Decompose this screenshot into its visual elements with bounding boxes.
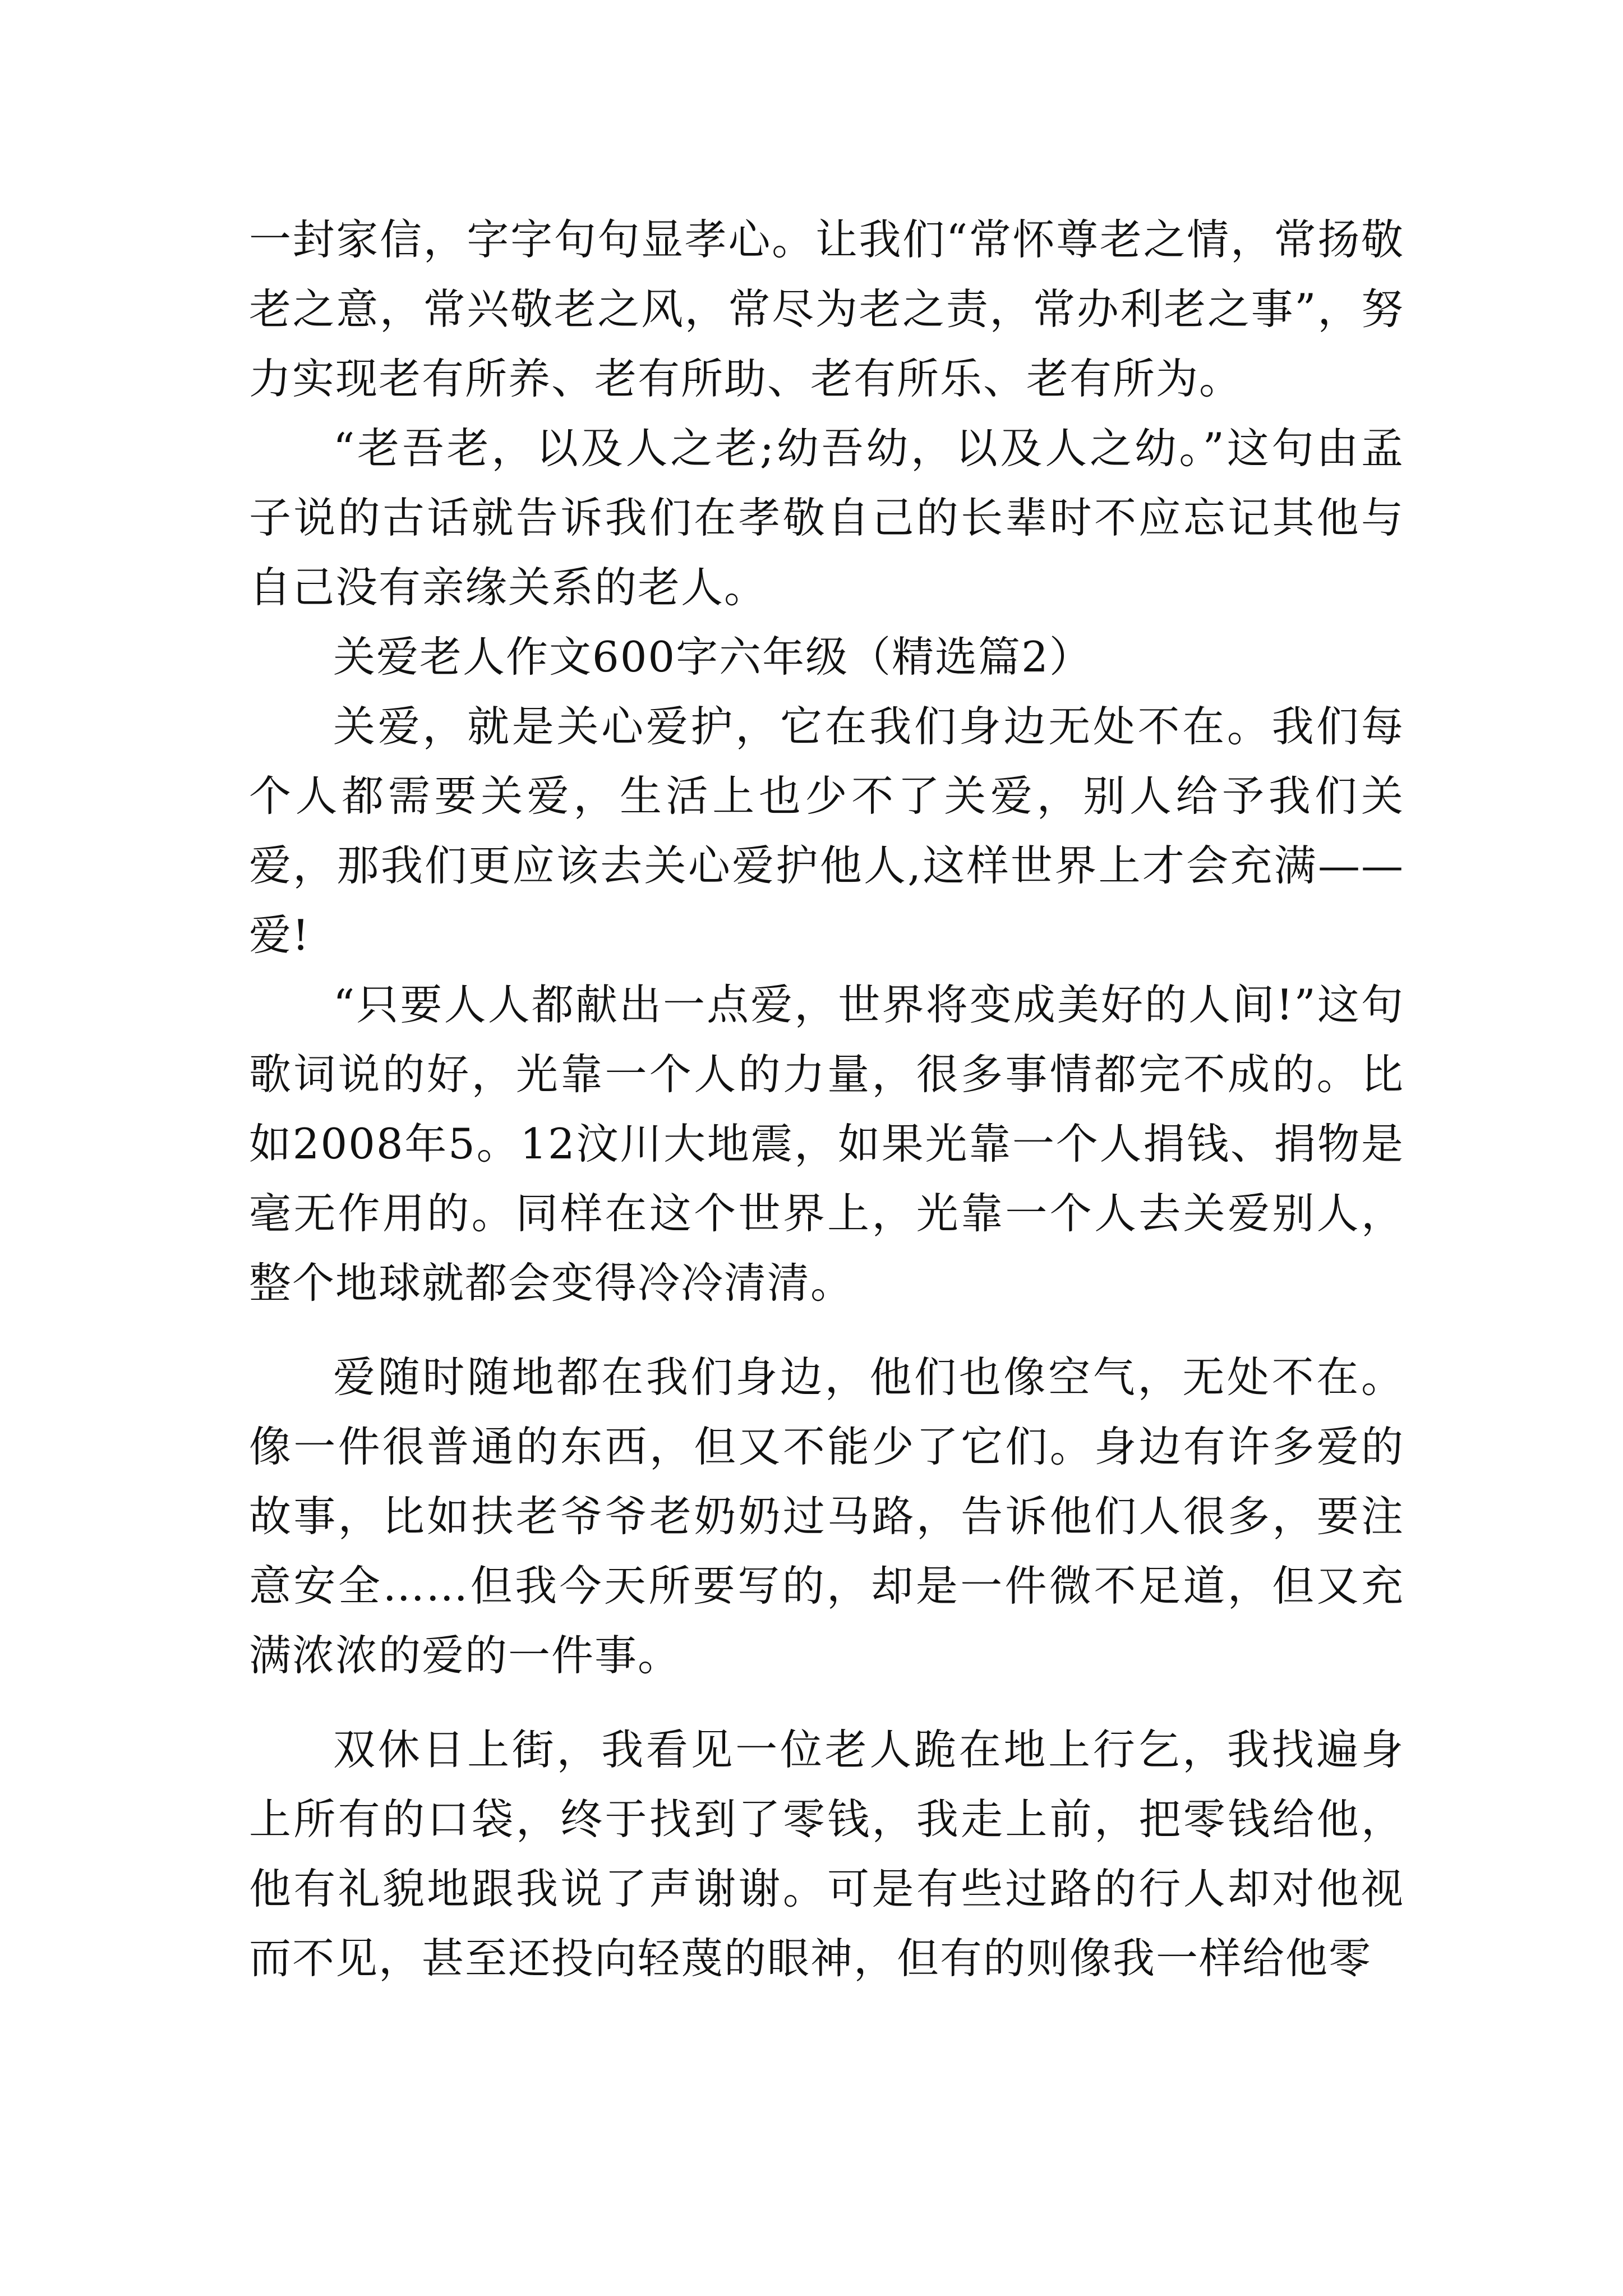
paragraph-letter-filial: 一封家信，字字句句显孝心。让我们“常怀尊老之情，常扬敬老之意，常兴敬老之风，常尽为老之责，常办利老之事”，努力实现老有所养、老有所助、老有所乐、老有所为。 <box>249 215 1404 403</box>
paragraph-weekend-street: 双休日上街，我看见一位老人跪在地上行乞，我找遍身上所有的口袋，终于找到了零钱，我走上前，把零钱给他，他有礼貌地跟我说了声谢谢。可是有些过路的行人却对他视而不见，甚至还投向轻蔑的眼神，但有的则像我一样给他零 <box>249 1725 1404 1983</box>
section-title: 关爱老人作文600字六年级（精选篇2） <box>333 632 1092 682</box>
paragraph-spacer <box>249 1318 1404 1342</box>
paragraph-spacer <box>249 1690 1404 1715</box>
document-body <box>249 205 1404 1993</box>
paragraph-mencius-quote: “老吾老，以及人之老;幼吾幼，以及人之幼。”这句由孟子说的古话就告诉我们在孝敬自己的长辈时不应忘记其他与自己没有亲缘关系的老人。 <box>249 424 1404 612</box>
paragraph-care-definition: 关爱，就是关心爱护，它在我们身边无处不在。我们每个人都需要关爱，生活上也少不了关爱，别人给予我们关爱，那我们更应该去关心爱护他人,这样世界上才会充满——爱! <box>249 702 1404 960</box>
paragraph-love-everywhere: 爱随时随地都在我们身边，他们也像空气，无处不在。像一件很普通的东西，但又不能少了它们。身边有许多爱的故事，比如扶老爷爷老奶奶过马路，告诉他们人很多，要注意安全……但我今天所要写的，却是一件微不足道，但又充满浓浓的爱的一件事。 <box>249 1352 1404 1680</box>
paragraph-song-lyric: “只要人人都献出一点爱，世界将变成美好的人间!”这句歌词说的好，光靠一个人的力量，很多事情都完不成的。比如2008年5。12汶川大地震，如果光靠一个人捐钱、捐物是毫无作用的。同样在这个世界上，光靠一个人去关爱别人，整个地球就都会变得冷冷清清。 <box>249 980 1404 1308</box>
